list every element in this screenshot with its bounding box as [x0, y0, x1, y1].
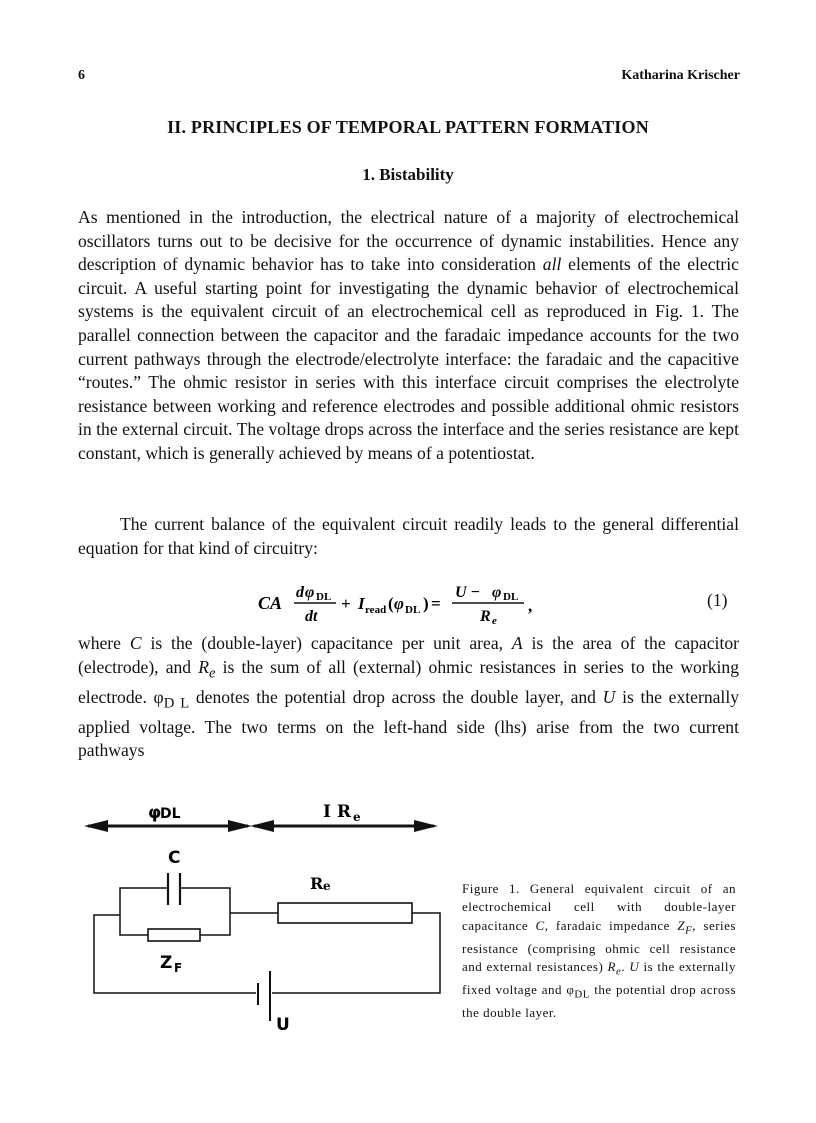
eq-paren-close: )	[423, 594, 429, 613]
eq-read-sub: read	[365, 604, 387, 616]
symbol-r: R	[198, 656, 209, 677]
zf-label: Z	[160, 953, 173, 973]
phi-dl-label: φ	[148, 803, 162, 823]
eq-phi: φ	[305, 584, 315, 601]
arrow-head-left	[250, 820, 274, 832]
eq-dl-sub: DL	[405, 604, 421, 616]
eq-phi: φ	[394, 594, 404, 613]
paragraph-text: elements of the electric circuit. A useful starting point for investigating the dynamic behavior of electrochemical systems is the equivalent circuit of an electrochemical cell as reproduced in Fig. 1. The parallel connection between the capacitor and the faradaic impedance accounts for the two current pathways through the electrode/electrolyte interface: the faradaic and the capacitive “routes.” The ohmic resistor in series with this interface circuit comprises the electrolyte resistance between working and reference electrodes and possible additional ohmic resistors in the external circuit. The voltage drops across the interface and the series resistance are kept constant, which is generally achieved by means of a potentiostat.	[78, 254, 739, 463]
capacitor-label: C	[168, 848, 181, 868]
eq-paren-open: (	[388, 594, 394, 613]
wire	[200, 898, 230, 935]
caption-text: .	[621, 959, 630, 975]
caption-text: faradaic impedance	[548, 917, 678, 933]
symbol-u: U	[629, 959, 640, 975]
symbol-a: A	[511, 633, 523, 653]
eq-r: R	[480, 608, 491, 625]
symbol-r-sub: e	[616, 965, 622, 978]
eq-d: d	[296, 584, 304, 601]
section-title: II. PRINCIPLES OF TEMPORAL PATTERN FORMATION	[167, 117, 649, 137]
paragraph-text: where	[78, 633, 130, 653]
symbol-phi-sub: DL	[574, 988, 590, 1001]
eq-u-minus: U −	[455, 584, 481, 601]
emphasis-text: all	[542, 254, 562, 275]
paragraph-text: is the area of the capacitor (electrode), and	[78, 633, 739, 677]
paragraph-text: As mentioned in the introduction, the electrical nature of a majority of electrochemical oscillators turns out to be decisive for the occurrence of dynamic instabilities. Hence any description of dynamic behavior has to take into consideration	[78, 207, 739, 275]
series-resistor	[278, 903, 412, 923]
equation-number: (1)	[707, 590, 728, 610]
arrow-head-right	[414, 820, 438, 832]
paragraph-text: denotes the potential drop across the double layer, and	[189, 686, 603, 707]
wire	[94, 915, 256, 993]
eq-dl-sub: DL	[503, 591, 519, 603]
paragraph-intro	[78, 206, 739, 466]
subsection-title: 1. Bistability	[362, 165, 454, 184]
eq-plus: +	[341, 594, 351, 613]
faradaic-impedance	[148, 929, 200, 941]
page-number: 6	[78, 68, 85, 83]
paragraph-definitions	[78, 632, 739, 763]
eq-e-sub: e	[492, 615, 497, 626]
paragraph-current-balance	[78, 513, 739, 560]
running-head-author: Katharina Krischer	[621, 68, 740, 83]
symbol-e-sub: e	[208, 665, 216, 682]
ir-label: I R	[323, 802, 351, 822]
wire	[272, 913, 440, 993]
eq-equals: =	[431, 594, 441, 613]
symbol-zf: Z	[677, 917, 686, 933]
re-label: R	[310, 874, 324, 893]
phi-dl-sub-label: DL	[160, 806, 181, 822]
eq-phi: φ	[492, 584, 502, 601]
caption-text: the potential drop across the double layer.	[462, 982, 737, 1021]
symbol-dl-sub: D L	[163, 695, 190, 712]
symbol-phi: φ	[153, 686, 164, 707]
paragraph-text: is the externally applied voltage. The two terms on the left-hand side (lhs) arise from the two current pathways	[78, 686, 740, 761]
wire	[120, 888, 168, 898]
ir-sub-label: e	[353, 810, 361, 824]
arrow-head-right	[228, 820, 252, 832]
u-label: U	[276, 1015, 290, 1035]
paragraph-text: The current balance of the equivalent circuit readily leads to the general differential equation for that kind of circuitry:	[78, 514, 739, 558]
zf-sub-label: F	[174, 961, 183, 975]
arrow-head-left	[84, 820, 108, 832]
symbol-r: R	[607, 959, 616, 975]
wire	[180, 888, 230, 898]
symbol-zf-sub: F	[685, 924, 693, 937]
re-sub-label: e	[323, 879, 331, 893]
eq-comma: ,	[528, 596, 533, 615]
wire	[120, 898, 148, 935]
symbol-c: C,	[535, 917, 549, 933]
eq-ca: CA	[258, 593, 283, 613]
paragraph-text: is the sum of all (external) ohmic resistances in series to the working electrode.	[78, 656, 739, 707]
caption-text: , series resistance (comprising ohmic cell resistance and external resistances)	[462, 917, 736, 975]
symbol-c: C	[129, 633, 142, 653]
caption-text: is the externally fixed voltage and	[462, 959, 737, 998]
eq-dl-sub: DL	[316, 591, 332, 603]
symbol-u: U	[602, 686, 616, 707]
paragraph-text: is the (double-layer) capacitance per unit area,	[141, 633, 512, 653]
figure-caption	[462, 880, 736, 1023]
caption-text: Figure 1. General equivalent circuit of an electrochemical cell with double-layer capacitance	[462, 881, 736, 933]
eq-dt: dt	[305, 608, 318, 625]
symbol-phi: φ	[566, 982, 575, 998]
circuit-diagram	[78, 795, 448, 1040]
eq-i: I	[358, 594, 365, 613]
equation-1	[230, 578, 570, 626]
